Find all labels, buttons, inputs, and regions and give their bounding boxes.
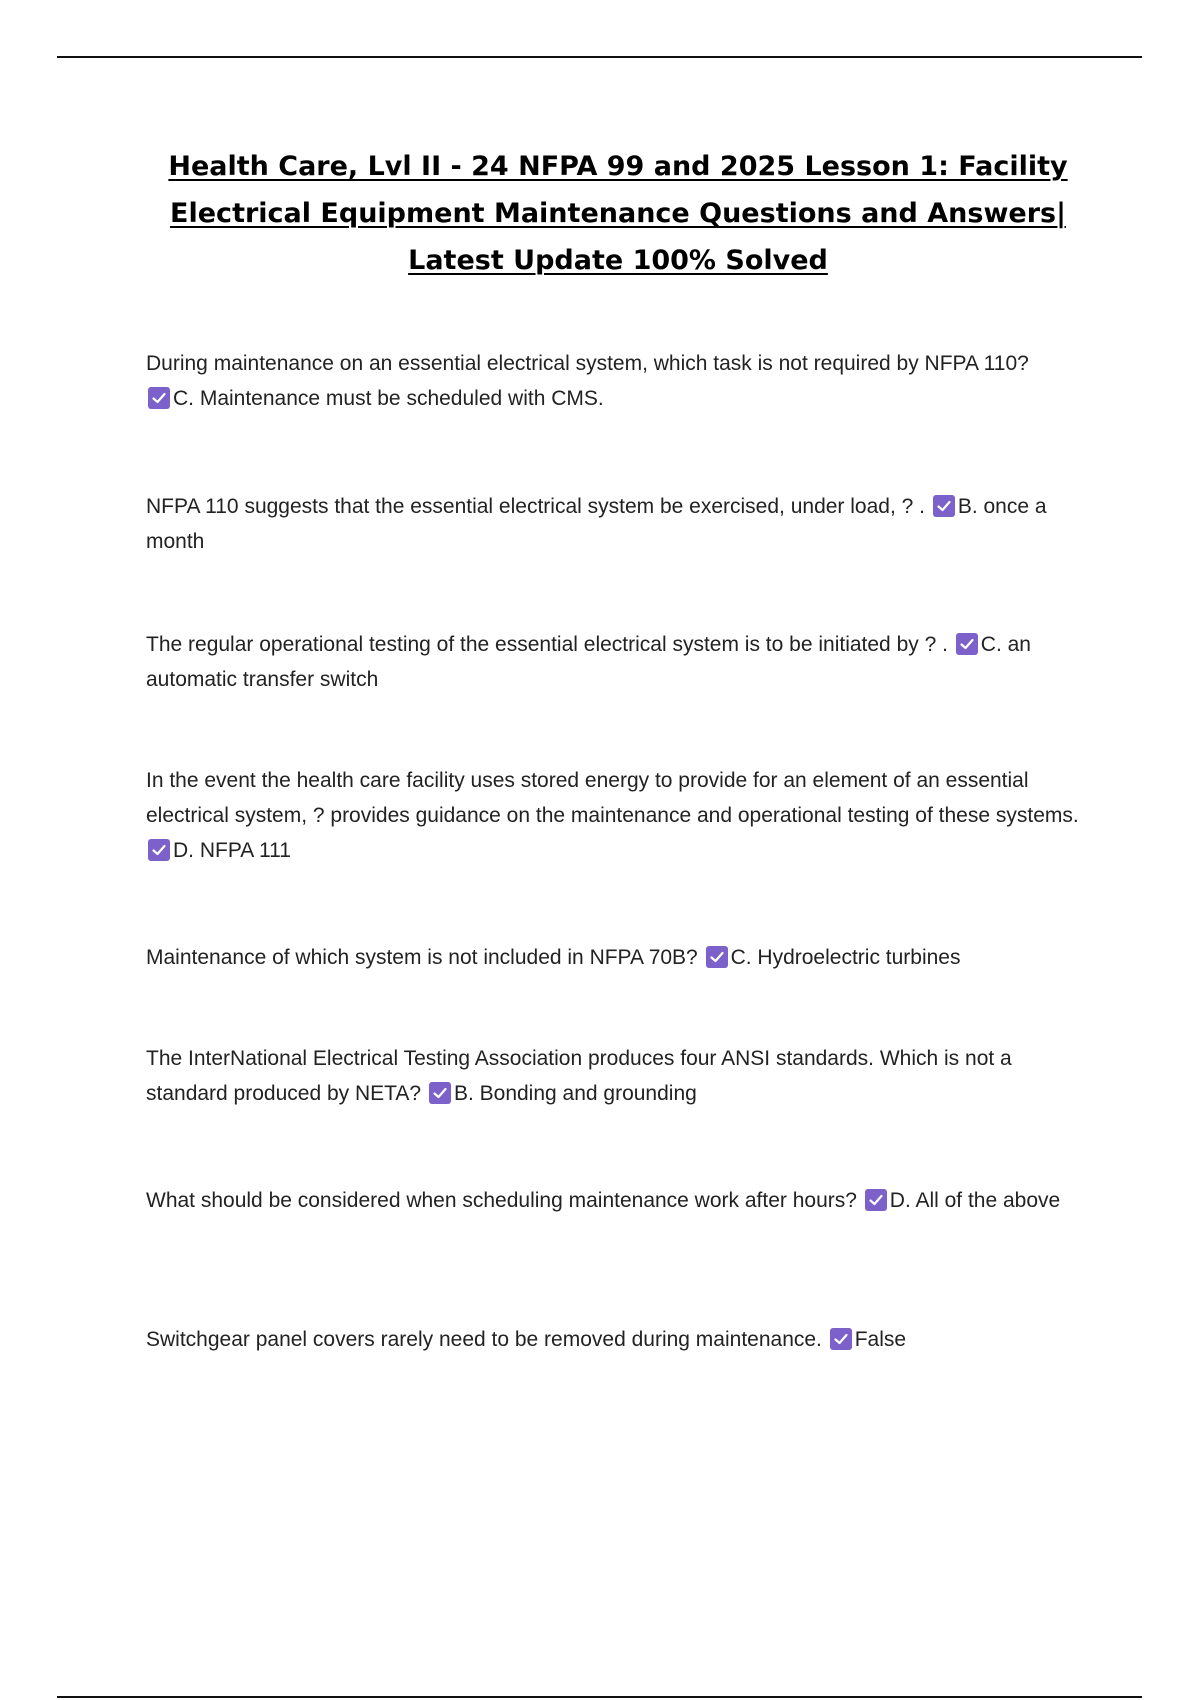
qa-item-5 xyxy=(146,940,1086,975)
check-box-icon xyxy=(830,1328,852,1350)
answer-text: False xyxy=(854,1328,907,1351)
question-text: The InterNational Electrical Testing Association produces four ANSI standards. Which is not a standard produced by NETA? xyxy=(146,1047,1012,1105)
qa-item-8 xyxy=(146,1322,1086,1357)
header-rule xyxy=(57,56,1142,58)
answer-text: D. NFPA 111 xyxy=(173,839,291,862)
qa-item-1 xyxy=(146,346,1086,416)
question-text: The regular operational testing of the essential electrical system is to be initiated by ? . xyxy=(146,633,948,656)
question-text: Switchgear panel covers rarely need to be removed during maintenance. xyxy=(146,1328,822,1351)
answer-text: C. Hydroelectric turbines xyxy=(730,946,961,969)
answer-text: D. All of the above xyxy=(889,1189,1061,1212)
answer-text: C. an automatic transfer switch xyxy=(146,633,1031,691)
check-box-icon xyxy=(933,495,955,517)
qa-item-6 xyxy=(146,1041,1086,1111)
question-text: NFPA 110 suggests that the essential electrical system be exercised, under load, ? . xyxy=(146,495,925,518)
qa-item-2 xyxy=(146,489,1086,559)
document-title xyxy=(130,143,1106,284)
qa-item-7 xyxy=(146,1183,1086,1218)
question-text: During maintenance on an essential electrical system, which task is not required by NFPA 110? xyxy=(146,352,1029,375)
question-text: What should be considered when scheduling maintenance work after hours? xyxy=(146,1189,857,1212)
footer-rule xyxy=(57,1696,1142,1698)
qa-item-4 xyxy=(146,763,1086,868)
check-box-icon xyxy=(148,839,170,861)
question-text: In the event the health care facility uses stored energy to provide for an element of an essential electrical system, ? provides guidance on the maintenance and operational testing of these systems. xyxy=(146,769,1079,827)
answer-text: B. Bonding and grounding xyxy=(453,1082,697,1105)
check-box-icon xyxy=(956,633,978,655)
answer-text: C. Maintenance must be scheduled with CMS. xyxy=(173,387,604,410)
check-box-icon xyxy=(148,387,170,409)
check-box-icon xyxy=(865,1189,887,1211)
qa-item-3 xyxy=(146,627,1086,697)
question-text: Maintenance of which system is not included in NFPA 70B? xyxy=(146,946,698,969)
check-box-icon xyxy=(429,1082,451,1104)
check-box-icon xyxy=(706,946,728,968)
document-title-text: Health Care, Lvl II - 24 NFPA 99 and 2025 Lesson 1: Facility Electrical Equipment Maintenance Questions and Answers| Latest Update 100% Solved xyxy=(168,151,1068,276)
answer-text: B. once a month xyxy=(146,495,1047,553)
